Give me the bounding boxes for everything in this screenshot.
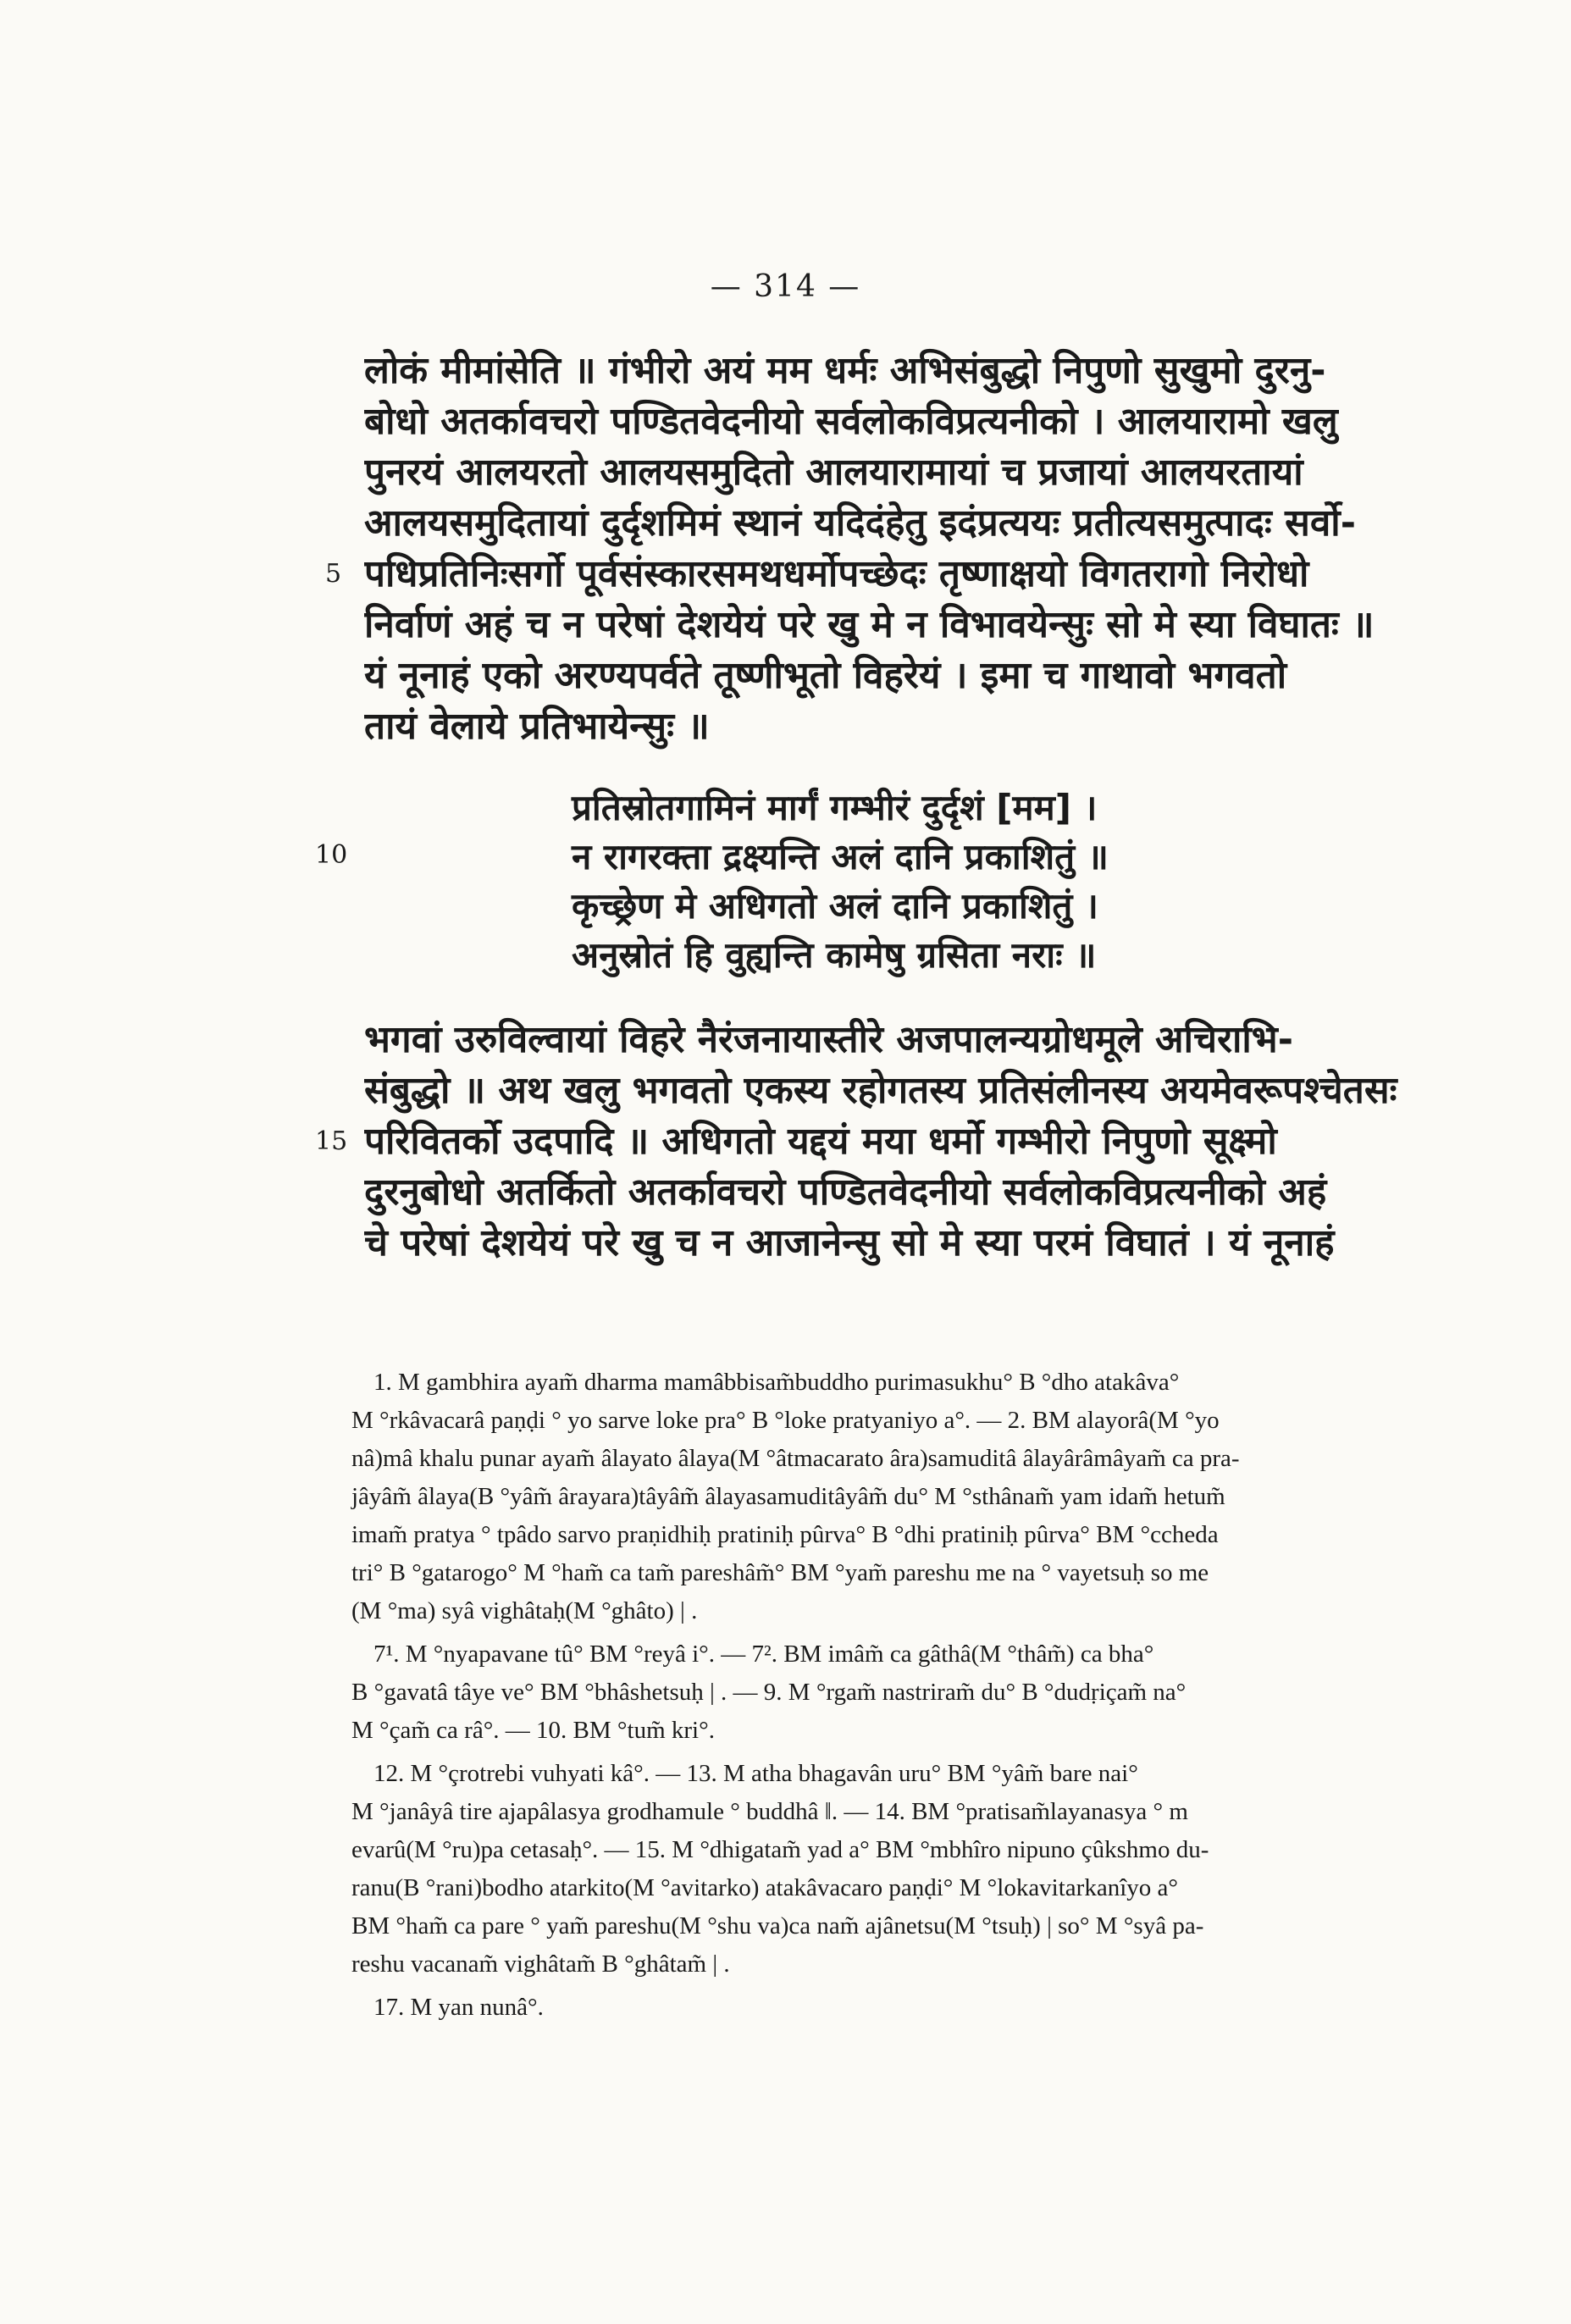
text-line: लोकं मीमांसेति ॥ गंभीरो अयं मम धर्मः अभिसंबुद्धो निपुणो सुखुमो दुरनु- <box>364 349 1326 392</box>
text-line: बोधो अतर्कावचरो पण्डितवेदनीयो सर्वलोकविप्रत्यनीको । आलयारामो खलु <box>364 400 1338 443</box>
footnote-line: imam̃ pratya ° tpâdo sarvo praṇidhiḥ pratiniḥ pûrva° B °dhi pratiniḥ pûrva° BM °ccheda <box>351 1521 1219 1548</box>
text-line: आलयसमुदितायां दुर्दृशमिमं स्थानं यदिदंहेतु इदंप्रत्ययः प्रतीत्यसमुत्पादः सर्वो- <box>364 501 1356 545</box>
line-number-5: 5 <box>325 559 342 589</box>
text-line: संबुद्धो ॥ अथ खलु भगवतो एकस्य रहोगतस्य प्रतिसंलीनस्य अयमेवरूपश्चेतसः <box>364 1069 1397 1112</box>
footnote-paragraph <box>351 1755 1478 1984</box>
text-line: पुनरयं आलयरतो आलयसमुदितो आलयारामायां च प्रजायां आलयरतायां <box>364 451 1303 494</box>
footnote-paragraph <box>351 1364 1478 1630</box>
footnote-paragraph <box>351 1989 1478 2027</box>
footnote-line: M °janâyâ tire ajapâlasya grodhamule ° buddhâ ‖. — 14. BM °pratisam̃layanasya ° m <box>351 1798 1188 1825</box>
footnote-line: BM °ham̃ ca pare ° yam̃ pareshu(M °shu va)ca nam̃ ajânetsu(M °tsuḥ) | so° M °syâ pa- <box>351 1912 1204 1939</box>
footnote-line: nâ)mâ khalu punar ayam̃ âlayato âlaya(M °âtmacarato âra)samuditâ âlayârâmâyam̃ ca pra- <box>351 1445 1240 1472</box>
footnote-line: (M °ma) syâ vighâtaḥ(M °ghâto) | . <box>351 1597 698 1624</box>
verse-block <box>572 783 1249 980</box>
verse-line: अनुस्रोतं हि वुह्यन्ति कामेषु ग्रसिता नराः ॥ <box>572 934 1097 976</box>
text-line: पधिप्रतिनिःसर्गो पूर्वसंस्कारसमथधर्मोपच्छेदः तृष्णाक्षयो विगतरागो निरोधो <box>364 552 1309 595</box>
line-number-10: 10 <box>315 840 348 870</box>
footnote-line: 1. M gambhira ayam̃ dharma mamâbbisam̃buddho purimasukhu° B °dho atakâva° <box>373 1369 1180 1396</box>
sanskrit-prose-block-2 <box>364 1015 1482 1269</box>
text-line: दुरनुबोधो अतर्कितो अतर्कावचरो पण्डितवेदनीयो सर्वलोकविप्रत्यनीको अहं <box>364 1170 1327 1214</box>
line-number-15: 15 <box>315 1126 348 1156</box>
footnote-line: 12. M °çrotrebi vuhyati kâ°. — 13. M atha bhagavân uru° BM °yâm̃ bare nai° <box>373 1760 1138 1787</box>
footnote-line: M °çam̃ ca râ°. — 10. BM °tum̃ kri°. <box>351 1717 715 1744</box>
text-line: यं नूनाहं एको अरण्यपर्वते तूष्णीभूतो विहरेयं । इमा च गाथावो भगवतो <box>364 654 1287 697</box>
text-line: चे परेषां देशयेयं परे खु च न आजानेन्सु सो मे स्या परमं विघातं । यं नूनाहं <box>364 1221 1335 1264</box>
footnote-paragraph <box>351 1635 1478 1750</box>
verse-line: कृच्छ्रेण मे अधिगतो अलं दानि प्रकाशितुं । <box>572 885 1098 927</box>
footnotes <box>351 1364 1478 2032</box>
sanskrit-prose-block-1 <box>364 346 1482 752</box>
footnote-line: 7¹. M °nyapavane tû° BM °reyâ i°. — 7². BM imâm̃ ca gâthâ(M °thâm̃) ca bha° <box>373 1641 1154 1668</box>
text-line: तायं वेलाये प्रतिभायेन्सुः ॥ <box>364 705 710 748</box>
footnote-line: jâyâm̃ âlaya(B °yâm̃ ârayara)tâyâm̃ âlayasamuditâyâm̃ du° M °sthânam̃ yam idam̃ hetum̃ <box>351 1483 1225 1510</box>
text-line: निर्वाणं अहं च न परेषां देशयेयं परे खु मे न विभावयेन्सुः सो मे स्या विघातः ॥ <box>364 603 1375 646</box>
footnote-line: evarû(M °ru)pa cetasaḥ°. — 15. M °dhigatam̃ yad a° BM °mbhîro nipuno çûkshmo du- <box>351 1836 1209 1863</box>
text-line: भगवां उरुविल्वायां विहरे नैरंजनायास्तीरे अजपालन्यग्रोधमूले अचिराभि- <box>364 1018 1293 1061</box>
footnote-line: reshu vacanam̃ vighâtam̃ B °ghâtam̃ | . <box>351 1951 730 1978</box>
footnote-line: M °rkâvacarâ paṇḍi ° yo sarve loke pra° B °loke pratyaniyo a°. — 2. BM alayorâ(M °yo <box>351 1407 1220 1434</box>
page-number: — 314 — <box>710 269 861 304</box>
footnote-line: tri° B °gatarogo° M °ham̃ ca tam̃ pareshâm̃° BM °yam̃ pareshu me na ° vayetsuḥ so me <box>351 1559 1209 1586</box>
footnote-line: B °gavatâ tâye ve° BM °bhâshetsuḥ | . — 9. M °rgam̃ nastriram̃ du° B °dudṛiçam̃ na° <box>351 1679 1187 1706</box>
footnote-line: 17. M yan nunâ°. <box>373 1994 544 2021</box>
verse-line: न रागरक्ता द्रक्ष्यन्ति अलं दानि प्रकाशितुं ॥ <box>572 836 1109 877</box>
footnote-line: ranu(B °rani)bodho atarkito(M °avitarko) atakâvacaro paṇḍi° M °lokavitarkanîyo a° <box>351 1874 1178 1901</box>
text-line: परिवितर्को उदपादि ॥ अधिगतो यद्दयं मया धर्मो गम्भीरो निपुणो सूक्ष्मो <box>364 1120 1277 1163</box>
verse-line: प्रतिस्रोतगामिनं मार्गं गम्भीरं दुर्दृशं [मम] । <box>572 787 1098 828</box>
